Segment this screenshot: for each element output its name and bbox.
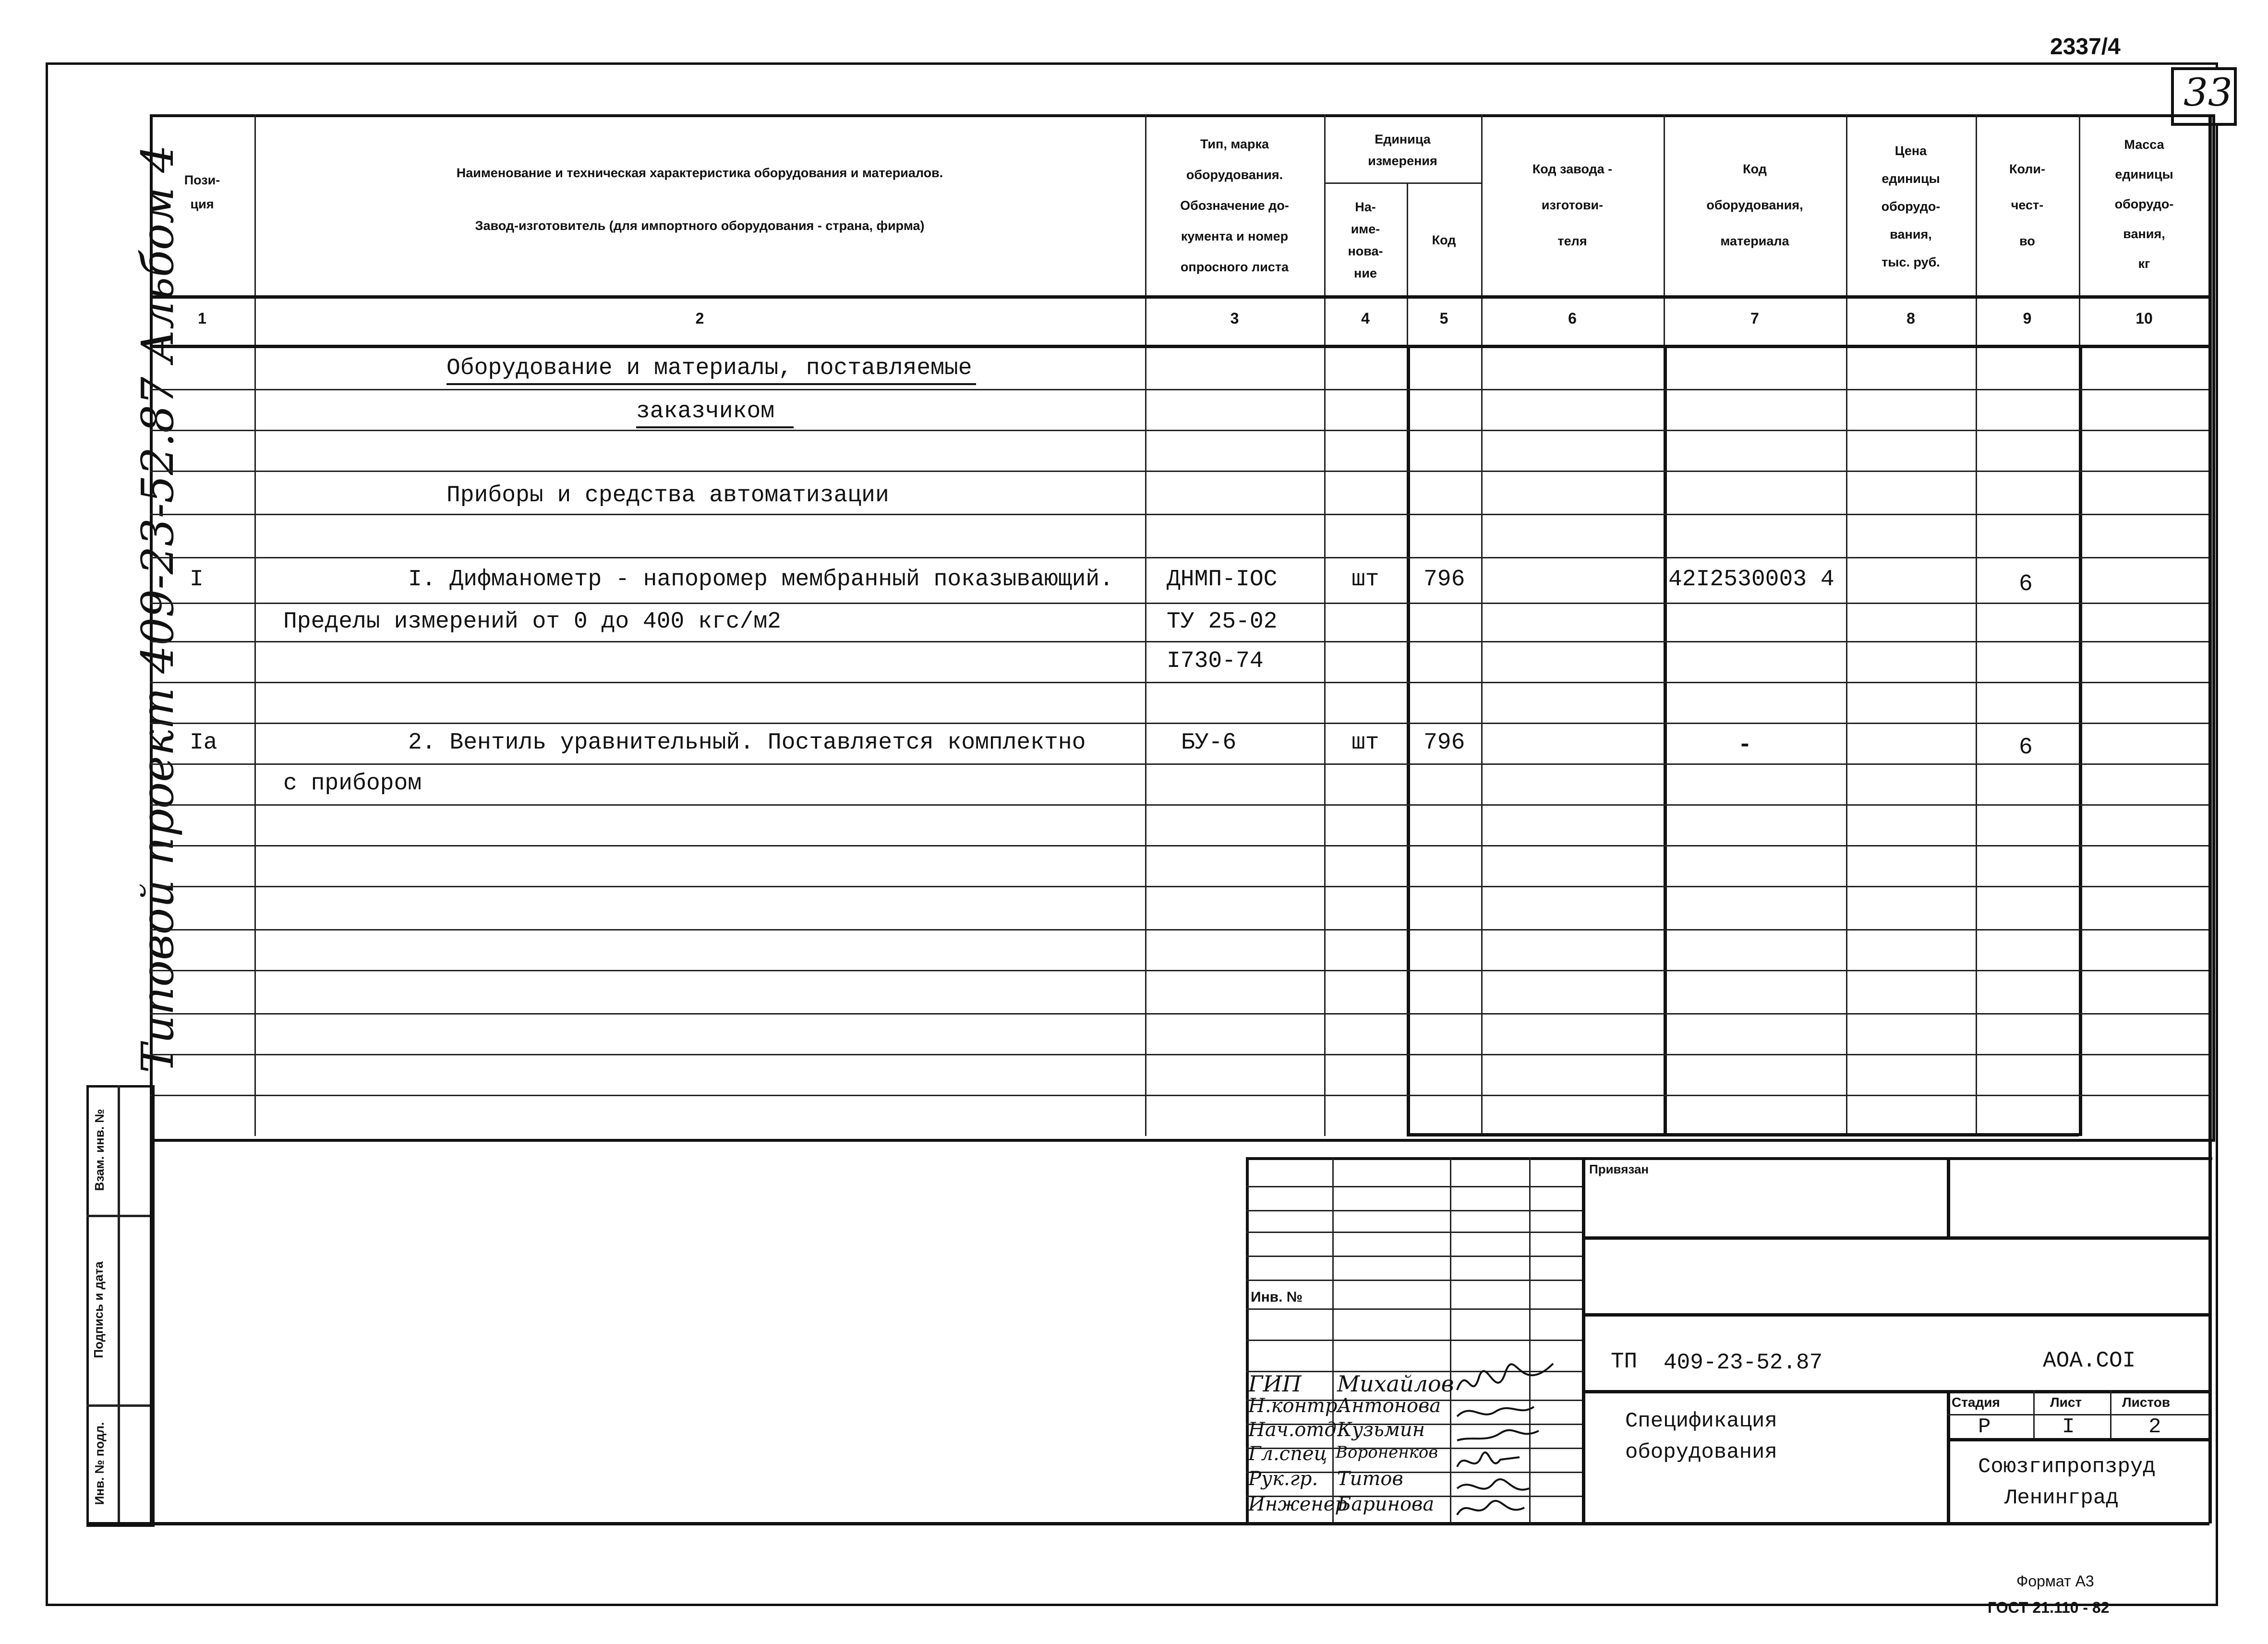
- role-engineer: Инженер: [1248, 1493, 1347, 1515]
- subsection-title: Приборы и средства автоматизации: [446, 483, 889, 508]
- name-chief-spec: Вороненков: [1336, 1443, 1438, 1462]
- item2-unit: шт: [1351, 730, 1379, 756]
- col-number-8: 8: [1906, 310, 1915, 327]
- role-chief-spec: Гл.спец: [1248, 1443, 1327, 1465]
- name-dept-head: Кузьмин: [1337, 1419, 1425, 1441]
- header-factory-code: Код завода - изготови- теля: [1532, 162, 1613, 248]
- doc-title-2: оборудования: [1625, 1440, 1777, 1464]
- item2-equipment-code: -: [1738, 732, 1752, 758]
- side-title: Типовой проект 409-23-52.87 Альбом 4: [132, 145, 183, 1073]
- gost-label: ГОСТ 21.110 - 82: [1988, 1599, 2110, 1616]
- header-equipment-code: Код оборудования, материала: [1706, 162, 1803, 248]
- item2-name: 2. Вентиль уравнительный. Поставляется комплектно: [408, 730, 1086, 756]
- col-number-4: 4: [1361, 310, 1370, 327]
- name-engineer: Баринова: [1337, 1493, 1435, 1515]
- col-number-3: 3: [1230, 310, 1239, 327]
- doc-title-1: Спецификация: [1625, 1409, 1777, 1433]
- header-name-line2: Завод-изготовитель (для импортного оборудования - страна, фирма): [475, 218, 925, 233]
- privyazan-label: Привязан: [1589, 1162, 1649, 1176]
- col-number-9: 9: [2023, 310, 2032, 327]
- section-title-1: Оборудование и материалы, поставляемые: [446, 355, 976, 385]
- item1-type-1: ДНМП-IOC: [1167, 567, 1278, 592]
- item2-position: Ia: [190, 730, 217, 756]
- top-number: 2337/4: [2050, 34, 2121, 60]
- item2-name-line2: с прибором: [283, 771, 422, 797]
- sheets-label: Листов: [2122, 1395, 2171, 1410]
- sheets-value: 2: [2148, 1415, 2161, 1439]
- header-type: Тип, марка оборудования. Обозначение до- кумента и номер опросного листа: [1180, 136, 1289, 274]
- name-gip: Михайлов: [1337, 1371, 1454, 1397]
- role-group-lead: Рук.гр.: [1248, 1468, 1318, 1490]
- stage-value: Р: [1978, 1415, 1991, 1439]
- sheet-value: I: [2062, 1415, 2075, 1439]
- item1-type-2: ТУ 25-02: [1167, 609, 1278, 635]
- col-number-7: 7: [1750, 310, 1759, 327]
- col-number-6: 6: [1568, 310, 1577, 327]
- format-label: Формат А3: [2016, 1572, 2094, 1590]
- item1-type-3: I730-74: [1167, 648, 1264, 674]
- side-stamp-signature: Подпись и дата: [91, 1261, 106, 1358]
- role-dept-head: Нач.отд.: [1248, 1419, 1343, 1441]
- section-title-2: заказчиком: [636, 399, 794, 428]
- name-group-lead: Титов: [1337, 1468, 1403, 1490]
- role-gip: ГИП: [1248, 1371, 1302, 1397]
- header-unit-group: Единица измерения: [1368, 132, 1437, 168]
- item1-position: I: [190, 567, 204, 592]
- stage-label: Стадия: [1952, 1395, 2000, 1410]
- header-quantity: Коли- чест- во: [2009, 162, 2046, 248]
- side-stamp-replacement: Взам. инв. №: [92, 1109, 107, 1191]
- item1-equipment-code: 42I2530003 4: [1668, 567, 1834, 592]
- item2-unit-code: 796: [1424, 730, 1465, 756]
- role-norm-control: Н.контр.: [1248, 1395, 1344, 1417]
- col-number-10: 10: [2135, 310, 2153, 327]
- sheet-number: 33: [2184, 70, 2232, 115]
- side-stamp-original: Инв. № подл.: [92, 1422, 107, 1505]
- sheet-label: Лист: [2050, 1395, 2082, 1410]
- organization-1: Союзгипропзруд: [1978, 1455, 2156, 1479]
- item1-name-line2: Пределы измерений от 0 до 400 кгс/м2: [283, 609, 781, 635]
- item1-quantity: 6: [2019, 571, 2033, 597]
- header-unit-price: Цена единицы оборудо- вания, тыс. руб.: [1881, 144, 1941, 269]
- header-position: Пози- ция: [184, 173, 220, 211]
- col-number-1: 1: [198, 310, 206, 327]
- col-number-5: 5: [1439, 310, 1448, 327]
- col-number-2: 2: [695, 310, 704, 327]
- header-mass: Масса единицы оборудо- вания, кг: [2114, 137, 2174, 271]
- doc-mark: АОА.СОI: [2043, 1348, 2136, 1373]
- signatures: [1452, 1344, 1568, 1522]
- header-name-line1: Наименование и техническая характеристика оборудования и материалов.: [456, 166, 943, 180]
- name-norm-control: Антонова: [1337, 1395, 1441, 1417]
- doc-code-prefix: ТП: [1611, 1349, 1638, 1374]
- doc-code: 409-23-52.87: [1664, 1350, 1823, 1375]
- item1-unit: шт: [1351, 567, 1379, 592]
- item1-name: I. Дифманометр - напоромер мембранный показывающий.: [408, 567, 1114, 592]
- item2-type-1: БУ-6: [1181, 730, 1237, 756]
- inventory-label: Инв. №: [1251, 1289, 1303, 1305]
- organization-2: Ленинград: [2004, 1486, 2119, 1510]
- header-unit-name: На- име- нова- ние: [1348, 200, 1383, 280]
- item2-quantity: 6: [2019, 735, 2033, 761]
- header-unit-code: Код: [1432, 233, 1456, 247]
- item1-unit-code: 796: [1424, 567, 1465, 592]
